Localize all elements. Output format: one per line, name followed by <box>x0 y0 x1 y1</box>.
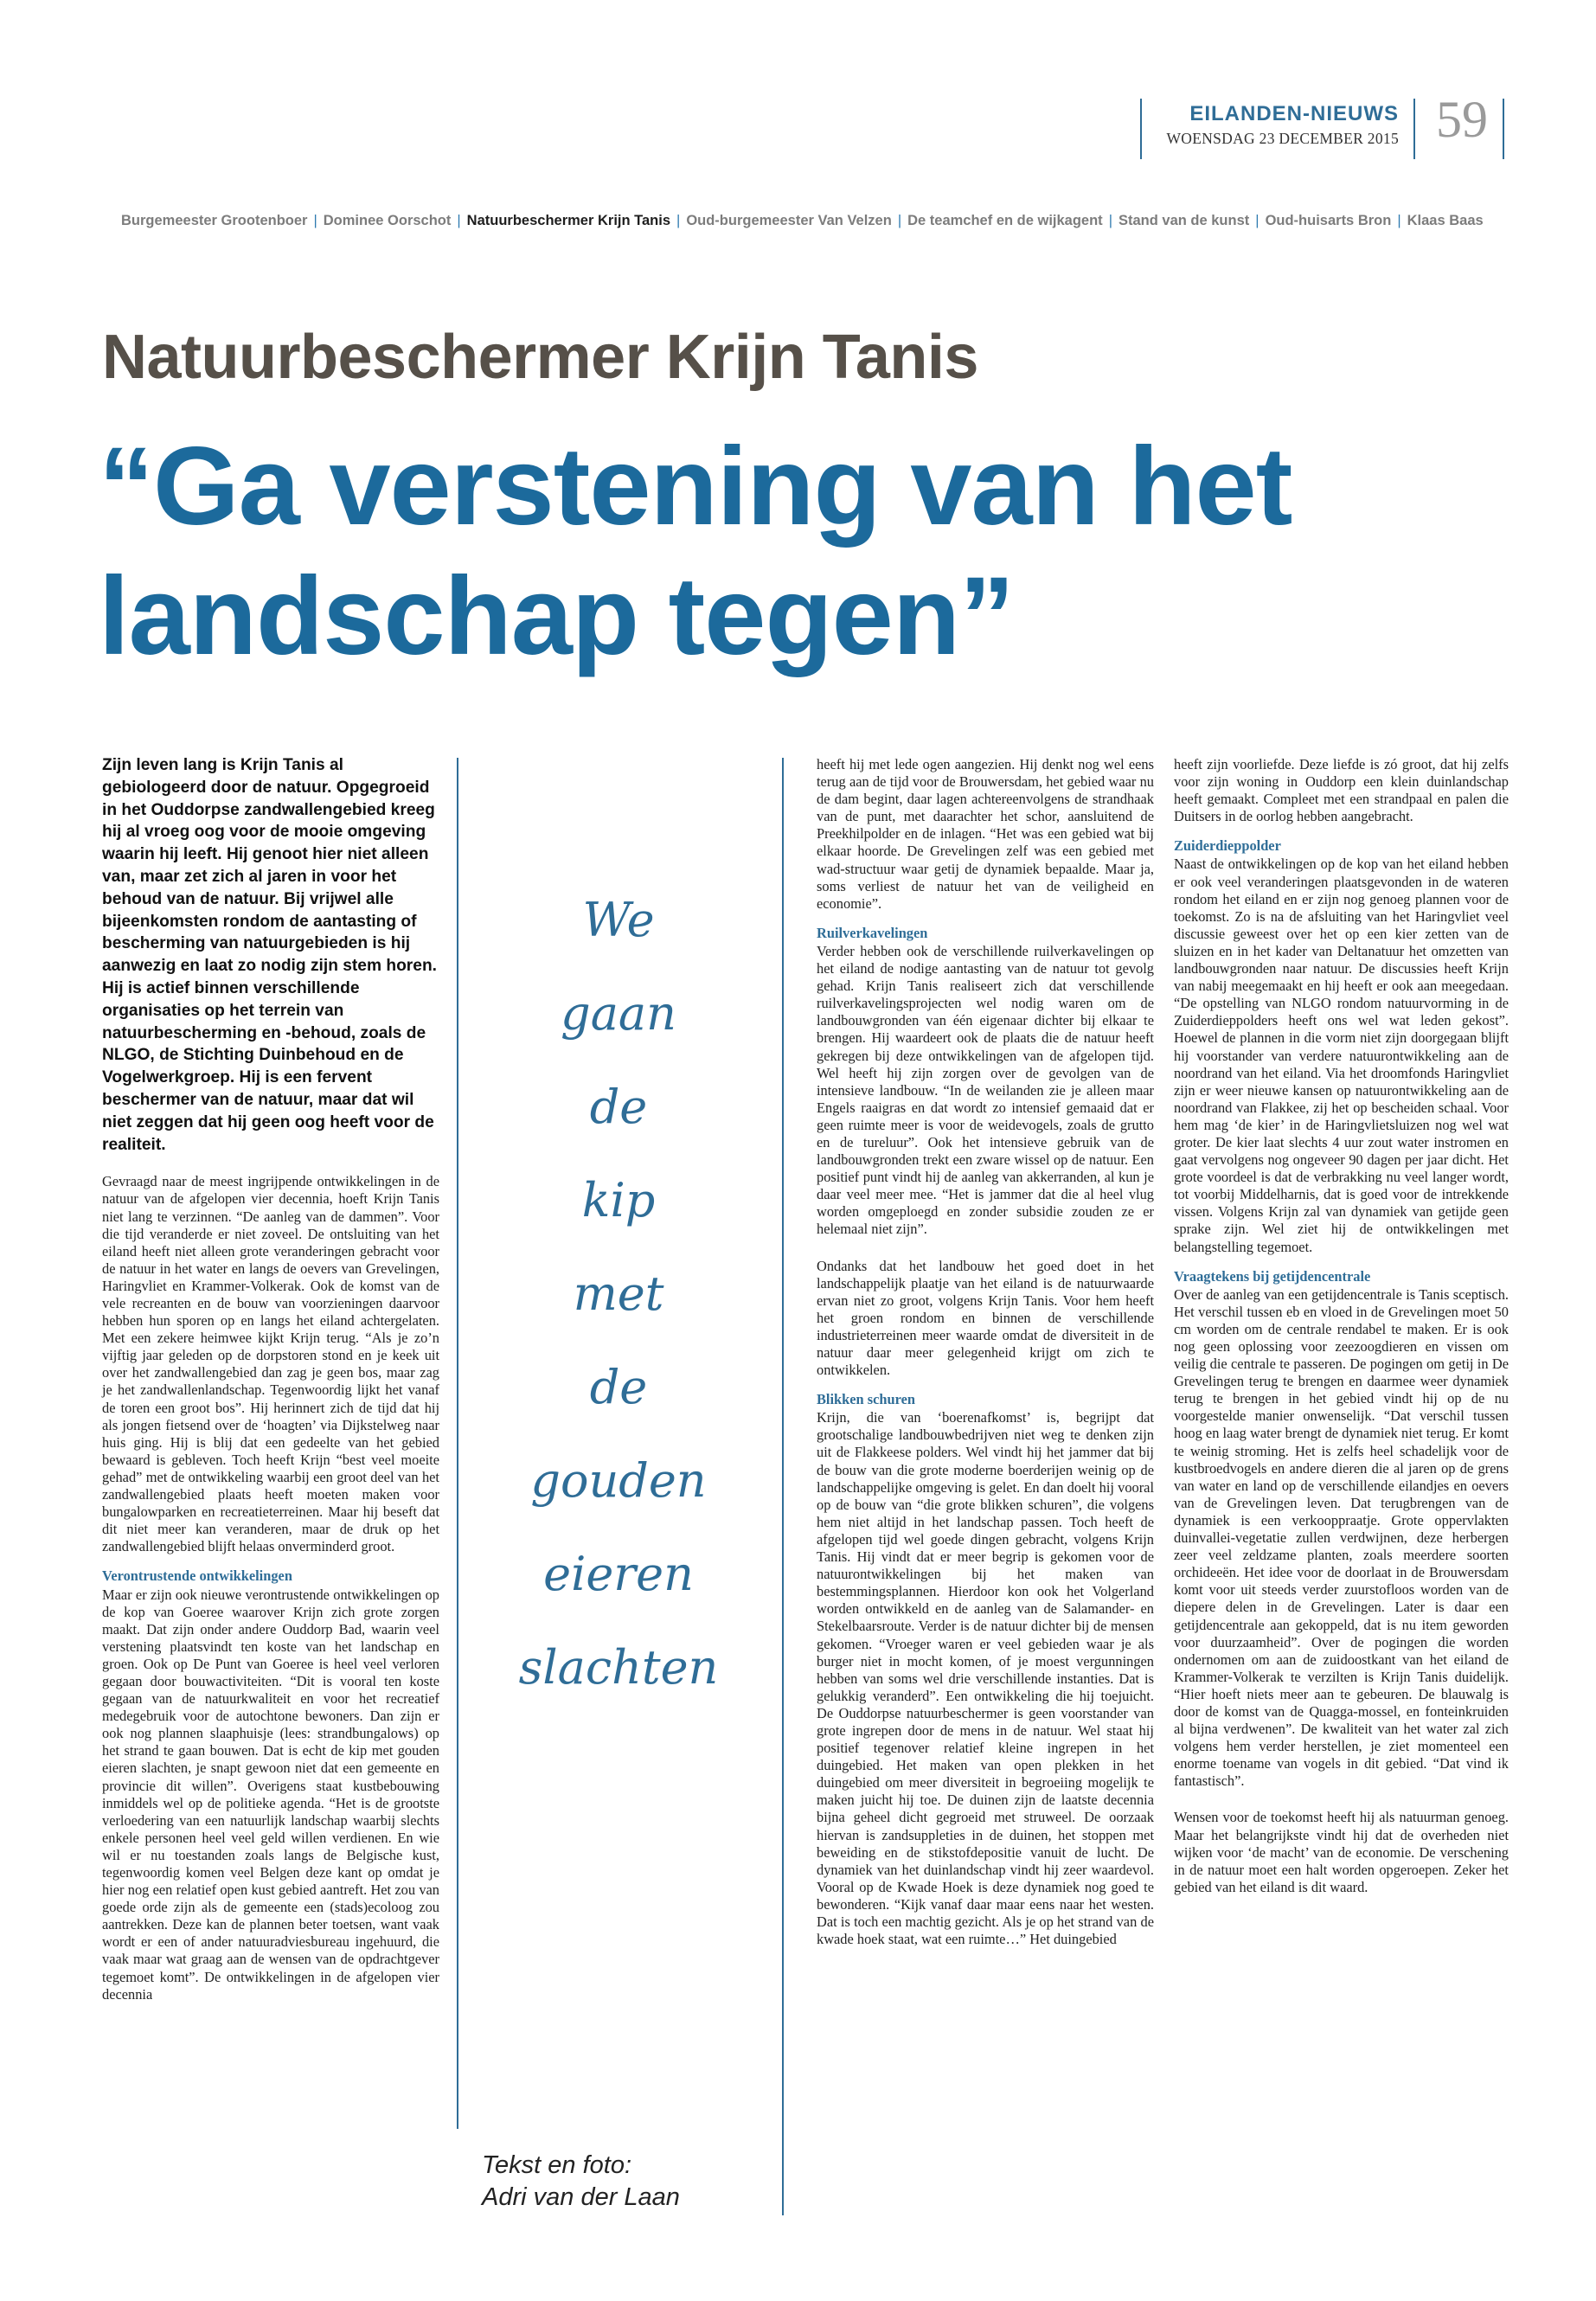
masthead-rule-left <box>1140 99 1142 159</box>
pullquote-word: slachten <box>518 1640 719 1695</box>
pullquote-word: gaan <box>561 986 676 1041</box>
body-paragraph: Gevraagd naar de meest ingrijpende ontwikkelingen in de natuur van de afgelopen vier decennia, hoeft Krijn Tanis niet lang te verzinnen. “De aanleg van de dammen”. Voor die tijd veranderde er niet zoveel. De ontsluiting van het eiland heeft niet alleen grote veranderingen gebracht voor de natuur in het water en langs de oevers van Grevelingen, Haringvliet en Krammer-Volkerak. Ook de komst van de vele recreanten en de bouw van voorzieningen daarvoor hebben hun sporen op en langs het eiland achtergelaten. Met een zekere heimwee kijkt Krijn terug. “Als je zo’n vijftig jaar geleden op de dorpstoren stond en je keek uit over het zandwallengebied dan zag je geen bos, maar zag je het zandwallenlandschap. Tegenwoordig lijkt het vanaf de toren een groot bos”. Hij herinnert zich de tijd dat hij als jongen fietsend over de ‘hoagten’ via Dijkstelweg naar huis ging. Hij is blij dat een gedeelte van het gebied bewaard is gebleven. Toch heeft Krijn “best veel moeite gehad” met de ontwikkeling waarbij een groot deel van het zandwallengebied plaats heeft moeten maken voor bungalowparken en recreatieterreinen. Maar hij beseft dat dit niet meer kan veranderen, maar de druk op het zandwallengebied blijft helaas onverminderd groot. <box>102 1173 439 1555</box>
nav-separator: | <box>457 213 461 228</box>
issue-date: WOENSDAG 23 DECEMBER 2015 <box>1166 130 1399 147</box>
body-paragraph: heeft hij met lede ogen aangezien. Hij denkt nog wel eens terug aan de tijd voor de Brouwersdam, het gebied waar nu de dam begint, daar lagen achtereenvolgens de strandhaak van de punt, met daarachter het schor, aansluitend de Preekhilpolder en de inlagen. “Het was een gebied wat bij elkaar hoorde. De Grevelingen zelf was een gebied met wad-structuur waar getij de dynamiek bepaalde. Maar ja, soms verliest de natuur het van de veiligheid en economie”. <box>817 756 1154 912</box>
series-nav <box>121 213 1497 229</box>
body-paragraph: Verder hebben ook de verschillende ruilverkavelingen op het eiland de nodige aantasting van de natuur tot gevolg gehad. Krijn Tanis realiseert zich dat verschillende ruilverkavelingsprojecten wel nodig waren om de landbouwgronden van één eigenaar dichter bij elkaar te brengen. Hij waardeert ook de plaats die de natuur heeft gekregen bij deze ontwikkelingen van de afgelopen tijd. Wel heeft hij zijn zorgen over de gevolgen van de intensieve landbouw. “In de weilanden zie je alleen maar Engels raaigras en dat wordt zo intensief gemaaid dat er geen ruimte meer is voor de weidevogels, zoals de grutto en de tureluur”. Ook het intensieve gebruik van de landbouwgronden trekt een zware wissel op de natuur. Een positief punt vindt hij de aanleg van akkerranden, al kun je daar veel meer mee. “Het is jammer dat die al heel vlug worden omgeploegd en zonder subsidie zouden ze er helemaal niet zijn”. <box>817 942 1154 1238</box>
nav-item[interactable]: Oud-huisarts Bron <box>1265 213 1392 228</box>
nav-item[interactable]: Natuurbeschermer Krijn Tanis <box>466 213 671 228</box>
article-headline: “Ga verstening van het landschap tegen” <box>99 425 1292 678</box>
nav-item[interactable]: Burgemeester Grootenboer <box>121 213 308 228</box>
pullquote-word: gouden <box>530 1453 707 1508</box>
pullquote-word: de <box>589 1080 648 1134</box>
body-paragraph: heeft zijn voorliefde. Deze liefde is zó groot, dat hij zelfs voor zijn woning in Ouddorp een klein duinlandschap heeft gemaakt. Compleet met een strandpaal en palen die Duitsers in de oorlog hebben aangebracht. <box>1174 756 1509 825</box>
article-column-1 <box>102 754 439 2003</box>
nav-item[interactable]: De teamchef en de wijkagent <box>907 213 1103 228</box>
pullquote-word: We <box>582 893 655 947</box>
article-kicker: Natuurbeschermer Krijn Tanis <box>102 323 978 392</box>
page-number: 59 <box>1436 91 1488 148</box>
nav-item[interactable]: Klaas Baas <box>1407 213 1484 228</box>
nav-separator: | <box>1397 213 1401 228</box>
masthead-rule-right <box>1503 99 1504 159</box>
nav-separator: | <box>1108 213 1112 228</box>
article-column-3 <box>817 756 1154 1948</box>
article-column-4 <box>1174 756 1509 1896</box>
subheading-verontrustende: Verontrustende ontwikkelingen <box>102 1567 292 1585</box>
credit-line: Tekst en foto: <box>482 2151 632 2179</box>
nav-separator: | <box>313 213 317 228</box>
nav-separator: | <box>676 213 681 228</box>
pullquote-rule-right <box>782 758 784 2215</box>
newspaper-brand: EILANDEN-NIEUWS <box>1189 102 1399 125</box>
body-paragraph: Maar er zijn ook nieuwe verontrustende ontwikkelingen op de kop van Goeree waarover Krijn zich grote zorgen maakt. Dat zijn onder andere Ouddorp Bad, waarin veel verstening plaatsvindt ten koste van het landschap en groen. Ook op De Punt van Goeree is heel veel verloren gegaan door bouwactiviteiten. “Dit is vooral ten koste gegaan van de natuurkwaliteit en voor het recreatief medegebruik voor de autochtone bewoners. Dan zijn er ook nog plannen slaaphuisje (lees: strandbungalows) op het strand te gaan bouwen. Dat is echt de kip met gouden eieren slachten, je snapt gewoon niet dat een gemeente en provincie dit willen”. Overigens staat kustbebouwing inmiddels wel op de politieke agenda. “Het is de grootste verloedering van een natuurlijk landschap waarbij slechts enkele personen heel veel geld willen verdienen. En wie wil er nu toestanden zoals langs de Belgische kust, tegenwoordig komen veel Belgen deze kant op omdat je hier nog een relatief open kust gebied aantreft. Het zou van goede orde zijn als de gemeente een (stads)ecoloog zou aantrekken. Deze kan de plannen beter toetsen, want vaak wordt er een of ander natuuradviesbureau ingehuurd, die vaak maar wat graag aan de wensen van de opdrachtgever tegemoet komt”. De ontwikkelingen in de afgelopen vier decennia <box>102 1586 439 2003</box>
body-paragraph: Wensen voor de toekomst heeft hij als natuurman genoeg. Maar het belangrijkste vindt hij dat de overheden niet wijken voor ‘de macht’ van de economie. De verschening in de natuur moet een halt worden opgeroepen. Zeker het gebied van het eiland is dit waard. <box>1174 1809 1509 1895</box>
body-paragraph: Ondanks dat het landbouw het goed doet in het landschappelijk plaatje van het eiland is de natuurwaarde ervan niet zo groot, volgens Krijn Tanis. Voor hem heeft het groen rondom en binnen de verschillende industrieterreinen meer waarde omdat de diversiteit in de natuur daar meer gelegenheid krijgt om zich te ontwikkelen. <box>817 1257 1154 1379</box>
photo-credit <box>482 2150 741 2214</box>
body-paragraph: Naast de ontwikkelingen op de kop van het eiland hebben er ook veel veranderingen plaatsgevonden in de wateren rondom het eiland en er zijn nog genoeg plannen voor de toekomst. Zo is na de afsluiting van het Haringvliet veel discussie geweest over het op een kier zetten van de sluizen en in het kader van Deltanatuur het omzetten van landbouwgronden naar natuur. De discussies heeft Krijn van nabij meegemaakt en hij heeft er ook aan meegedaan. “De opstelling van NLGO rondom natuurvorming in de Zuiderdieppolders heeft ons wel wat leden gekost”. Hoewel de plannen in die vorm niet zijn doorgegaan blijft hij voorstander van verdere natuurontwikkeling aan de noordrand van het eiland. Via het droomfonds Haringvliet zijn er weer nieuwe kansen op natuurontwikkeling aan de noordrand van Flakkee, zij het op bescheiden schaal. Voor hem mag ‘de kier’ in de Haringvlietsluizen nog wel wat groter. De kier laat slechts 4 uur zout water instromen en gaat vervolgens nog ongeveer 90 dagen per jaar dicht. Het grote voordeel is dat de verbrakking nu veel langer wordt, tot voorbij Middelharnis, dat is goed voor de intrekkende vissen. Volgens Krijn zal van dynamiek van getijde geen sprake zijn. Wel ziet hij de ontwikkelingen met belangstelling tegemoet. <box>1174 856 1509 1255</box>
nav-item[interactable]: Dominee Oorschot <box>323 213 452 228</box>
pullquote-word: eieren <box>543 1547 694 1601</box>
subheading-zuiderdieppolder: Zuiderdieppolder <box>1174 837 1281 855</box>
pullquote-word: de <box>589 1360 648 1414</box>
pullquote-word: kip <box>581 1173 656 1227</box>
body-paragraph: Over de aanleg van een getijdencentrale is Tanis sceptisch. Het verschil tussen eb en vloed in de Grevelingen moet 50 cm worden om de centrale rendabel te maken. Er is ook nog geen oplossing voor zeezoogdieren en vissen om veilig die centrale te passeren. De pogingen om getij in De Grevelingen terug te brengen en daarmee weer dynamiek terug te brengen in het gebied vindt hij op de nu voorgestelde manier onwenselijk. “Dat verschil tussen hoog en laag water brengt de dynamiek niet terug. Er komt te weinig stroming. Het is zelfs heel schadelijk voor de kustbroedvogels en andere dieren die al jaren op de grens van water en land op de verschillende eilandjes en oevers van de Grevelingen leven. Dat terugbrengen van de dynamiek is een verkooppraatje. Grote oppervlakten duinvallei-vegetatie zullen verdwijnen, deze herbergen zeer veel zeldzame planten, zoals meerdere soorten orchideeën. Het idee voor de doorlaat in de Brouwersdam komt voor uit steeds verder zuurstofloos worden van de diepere delen in de Grevelingen. Later is daar een getijdencentrale aan gekoppeld, dat is nu item geworden voor duurzaamheid”. Over de pogingen die worden ondernomen om aan de zuidoostkant van het eiland de Krammer-Volkerak te verzilten is Krijn Tanis duidelijk. “Hier hoeft niets meer aan te gebeuren. De blauwalg is door de komst van de Quagga-mossel, en fonteinkruiden al bijna verdwenen”. De kwaliteit van het water zal zich volgens hem verder herstellen, je ziet momenteel een enorme toename van vogels in dit gebied. “Dat vind ik fantastisch”. <box>1174 1285 1509 1790</box>
nav-separator: | <box>1255 213 1259 228</box>
masthead-rule-middle <box>1413 99 1415 159</box>
nav-item[interactable]: Stand van de kunst <box>1118 213 1250 228</box>
subheading-blikken-schuren: Blikken schuren <box>817 1391 916 1408</box>
subheading-ruilverkavelingen: Ruilverkavelingen <box>817 924 928 941</box>
credit-line: Adri van der Laan <box>482 2183 680 2211</box>
body-paragraph: Krijn, die van ‘boerenafkomst’ is, begrijpt dat grootschalige landbouwbedrijven niet weg te denken zijn uit de Flakkeese polders. Wel vindt hij het jammer dat bij de bouw van die grote moderne boerderijen weinig op de landschappelijke omgeving is gelet. En dan doelt hij vooral op de bouw van “die grote blikken schuren”, die volgens hem niet altijd in het landschap passen. Toch heeft de afgelopen tijd wel goede dingen gebracht, volgens Krijn Tanis. Hij vindt dat er meer begrip is gekomen voor de natuurontwikkelingen bij het maken van bestemmingsplannen. Hierdoor kon ook het Volgerland worden ontwikkeld en de aanleg van de Salamander- en Stekelbaarsroute. Verder is de natuur dichter bij de mensen gekomen. “Vroeger waren er veel gebieden waar je als burger niet in mocht komen, of je moest vergunningen hebben van soms wel drie verschillende instanties. Dat is gelukkig veranderd”. Een ontwikkeling die hij toejuicht. De Ouddorpse natuurbeschermer is geen voorstander van grote ingrepen door de mens in de natuur. Wel staat hij positief tegenover relatief kleine ingrepen in het duingebied. Het maken van open plekken in het duingebied om meer diversiteit in begroeiing mogelijk te maken juicht hij toe. De duinen zijn de laatste decennia bijna geheel dicht gegroeid met struweel. De oorzaak hiervan is zandsuppleties in de duinen, het stoppen met beweiding en de stikstofdepositie vanuit de lucht. De dynamiek van het duinlandschap vindt hij zeer waardevol. Vooral op de Kwade Hoek is deze dynamiek nog goed te bewonderen. “Kijk vanaf daar maar eens naar het westen. Dat is toch een machtig gezicht. Als je op het strand van de kwade hoek staat, wat een ruimte…” Het duingebied <box>817 1409 1154 1948</box>
article-intro: Zijn leven lang is Krijn Tanis al gebiologeerd door de natuur. Opgegroeid in het Ouddorpse zandwallengebied kreeg hij al vroeg oog voor de mooie omgeving waarin hij leeft. Hij genoot hier niet alleen van, maar zet zich al jaren in voor het behoud van de natuur. Bij vrijwel alle bijeenkomsten rondom de aantasting of bescherming van natuurgebieden is hij aanwezig en laat zo nodig zijn stem horen. Hij is actief binnen verschillende organisaties op het terrein van natuurbescherming en -behoud, zoals de NLGO, de Stichting Duinbehoud en de Vogelwerkgroep. Hij is een fervent beschermer van de natuur, maar dat wil niet zeggen dat hij geen oog heeft voor de realiteit. <box>102 756 438 1154</box>
pullquote-word: met <box>573 1266 664 1321</box>
pullquote <box>484 874 753 1715</box>
nav-separator: | <box>897 213 902 228</box>
subheading-getijdencentrale: Vraagtekens bij getijdencentrale <box>1174 1267 1371 1285</box>
nav-item[interactable]: Oud-burgemeester Van Velzen <box>686 213 892 228</box>
pullquote-rule-left <box>457 758 458 2129</box>
